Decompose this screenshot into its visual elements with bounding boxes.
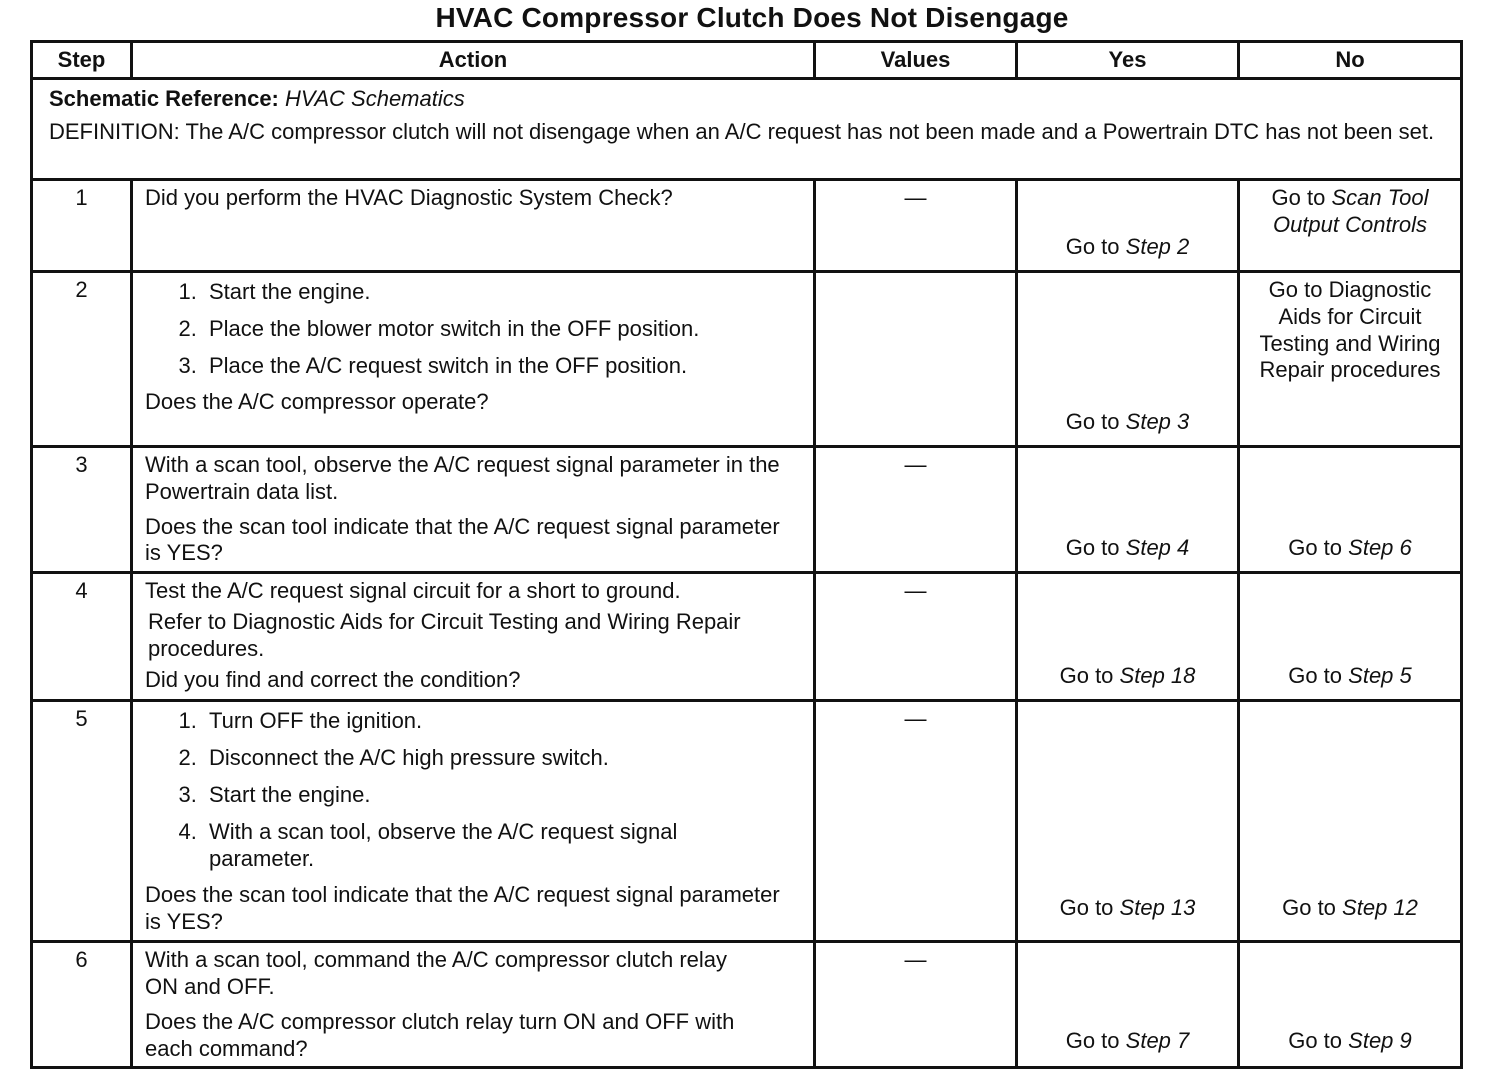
yes-cell [1017, 942, 1239, 1068]
header-no: No [1239, 42, 1462, 79]
yes-link[interactable]: Go to Step 18 [1059, 663, 1196, 689]
page-title: HVAC Compressor Clutch Does Not Disengage [435, 2, 1069, 33]
no-link[interactable]: Go to Step 9 [1288, 1028, 1412, 1054]
action-cell [132, 447, 815, 573]
no-link[interactable]: Go to Diagnostic Aids for Circuit Testing and Wiring Repair procedures [1259, 277, 1441, 383]
no-cell [1239, 447, 1462, 573]
header-step: Step [32, 42, 132, 79]
step-number: 3 [32, 447, 132, 573]
yes-cell [1017, 701, 1239, 942]
action-note: Refer to Diagnostic Aids for Circuit Testing and Wiring Repair procedures. [148, 609, 741, 661]
reference-cell [32, 79, 1462, 180]
action-cell [132, 701, 815, 942]
action-cell [132, 272, 815, 447]
no-cell [1239, 701, 1462, 942]
table-row [32, 701, 1462, 942]
table-row [32, 942, 1462, 1068]
action-question: Did you perform the HVAC Diagnostic System Check? [145, 185, 673, 210]
yes-link[interactable]: Go to Step 13 [1059, 895, 1196, 921]
list-item: 1. Turn OFF the ignition. [203, 708, 801, 735]
list-item: 4. With a scan tool, observe the A/C request signal parameter. [203, 819, 801, 873]
yes-link[interactable]: Go to Step 2 [1065, 234, 1190, 260]
action-list [145, 279, 801, 379]
list-item: 2. Disconnect the A/C high pressure switch. [203, 745, 801, 772]
action-question: Did you find and correct the condition? [145, 666, 521, 692]
reference-row [32, 79, 1462, 180]
header-values: Values [815, 42, 1017, 79]
value-cell: — [815, 180, 1017, 272]
yes-cell [1017, 272, 1239, 447]
value-cell: — [815, 573, 1017, 701]
header-yes: Yes [1017, 42, 1239, 79]
no-cell [1239, 180, 1462, 272]
table-row [32, 573, 1462, 701]
action-instruction: With a scan tool, observe the A/C request signal parameter in the Powertrain data list. [145, 452, 780, 504]
schematic-label: Schematic Reference: [49, 86, 279, 111]
step-number: 4 [32, 573, 132, 701]
yes-link[interactable]: Go to Step 3 [1065, 409, 1190, 435]
no-cell [1239, 573, 1462, 701]
list-item: 2. Place the blower motor switch in the OFF position. [203, 316, 801, 343]
table-row [32, 180, 1462, 272]
step-number: 5 [32, 701, 132, 942]
list-item: 3. Start the engine. [203, 782, 801, 809]
action-question: Does the scan tool indicate that the A/C request signal parameter is YES? [145, 513, 780, 566]
schematic-link[interactable]: HVAC Schematics [285, 86, 465, 111]
header-row [32, 42, 1462, 79]
action-instruction: Test the A/C request signal circuit for a short to ground. [145, 578, 681, 604]
no-cell [1239, 272, 1462, 447]
yes-link[interactable]: Go to Step 4 [1065, 535, 1190, 561]
no-link[interactable]: Go to Step 12 [1282, 895, 1418, 921]
action-list [145, 708, 801, 872]
yes-cell [1017, 447, 1239, 573]
action-question: Does the scan tool indicate that the A/C request signal parameter is YES? [145, 882, 780, 935]
value-cell: — [815, 447, 1017, 573]
no-link[interactable]: Go to Step 5 [1288, 663, 1412, 689]
header-action: Action [132, 42, 815, 79]
no-link[interactable]: Go to Scan Tool Output Controls [1271, 185, 1429, 237]
definition-text: DEFINITION: The A/C compressor clutch will not disengage when an A/C request has not been made and a Powertrain DTC has not been set. [49, 118, 1435, 144]
step-number: 6 [32, 942, 132, 1068]
list-item: 3. Place the A/C request switch in the OFF position. [203, 353, 801, 380]
action-instruction: With a scan tool, command the A/C compressor clutch relay ON and OFF. [145, 947, 728, 999]
action-question: Does the A/C compressor clutch relay turn ON and OFF with each command? [145, 1008, 735, 1061]
yes-cell [1017, 180, 1239, 272]
action-question: Does the A/C compressor operate? [145, 389, 489, 415]
action-cell [132, 942, 815, 1068]
value-cell [815, 272, 1017, 447]
value-cell: — [815, 701, 1017, 942]
step-number: 2 [32, 272, 132, 447]
no-cell [1239, 942, 1462, 1068]
table-row [32, 272, 1462, 447]
diagnostic-table [30, 40, 1463, 1069]
action-cell [132, 180, 815, 272]
table-row [32, 447, 1462, 573]
yes-link[interactable]: Go to Step 7 [1065, 1028, 1190, 1054]
list-item: 1. Start the engine. [203, 279, 801, 306]
step-number: 1 [32, 180, 132, 272]
yes-cell [1017, 573, 1239, 701]
action-cell [132, 573, 815, 701]
no-link[interactable]: Go to Step 6 [1288, 535, 1412, 561]
schematic-reference [49, 86, 1444, 113]
value-cell: — [815, 942, 1017, 1068]
